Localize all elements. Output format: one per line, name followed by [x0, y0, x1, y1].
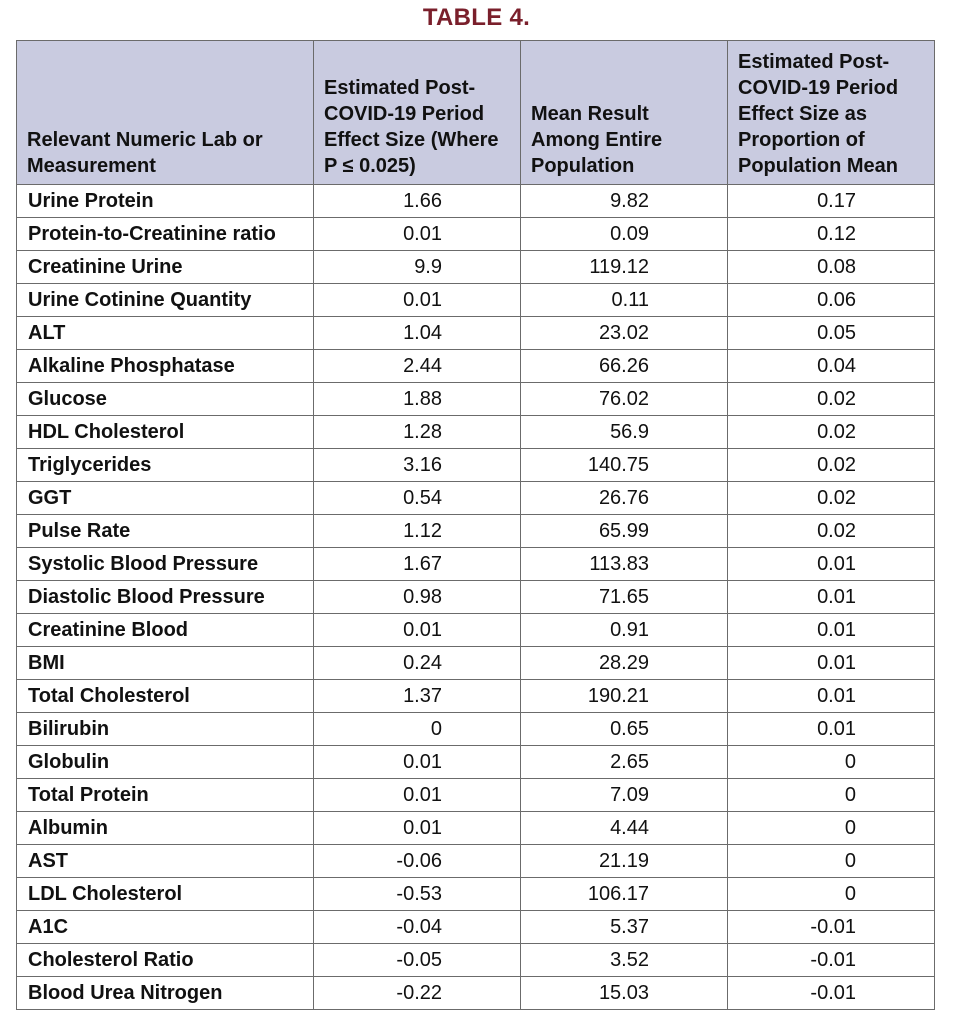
cell-effect-size: 0.01: [314, 746, 521, 779]
cell-mean-result: 66.26: [521, 350, 728, 383]
cell-effect-size: 0.01: [314, 218, 521, 251]
cell-proportion: 0.01: [728, 548, 935, 581]
cell-proportion: 0.04: [728, 350, 935, 383]
table-row: [17, 977, 935, 1010]
table-row: [17, 713, 935, 746]
table-row: [17, 647, 935, 680]
cell-proportion: 0: [728, 878, 935, 911]
cell-effect-size: 0.98: [314, 581, 521, 614]
cell-measurement: BMI: [17, 647, 314, 680]
cell-proportion: 0.01: [728, 713, 935, 746]
cell-effect-size: 0: [314, 713, 521, 746]
column-header-mean-result: Mean Result Among Entire Population: [521, 41, 728, 185]
cell-measurement: GGT: [17, 482, 314, 515]
cell-measurement: Blood Urea Nitrogen: [17, 977, 314, 1010]
cell-proportion: -0.01: [728, 944, 935, 977]
cell-effect-size: 1.66: [314, 185, 521, 218]
cell-proportion: 0.12: [728, 218, 935, 251]
cell-proportion: 0.02: [728, 383, 935, 416]
cell-mean-result: 71.65: [521, 581, 728, 614]
cell-measurement: Protein-to-Creatinine ratio: [17, 218, 314, 251]
cell-measurement: Urine Cotinine Quantity: [17, 284, 314, 317]
cell-proportion: -0.01: [728, 911, 935, 944]
cell-mean-result: 190.21: [521, 680, 728, 713]
cell-effect-size: 0.24: [314, 647, 521, 680]
cell-effect-size: 1.67: [314, 548, 521, 581]
cell-effect-size: 1.12: [314, 515, 521, 548]
cell-proportion: 0.01: [728, 614, 935, 647]
cell-measurement: Diastolic Blood Pressure: [17, 581, 314, 614]
cell-effect-size: -0.05: [314, 944, 521, 977]
table-row: [17, 317, 935, 350]
table-row: [17, 746, 935, 779]
cell-effect-size: 0.01: [314, 812, 521, 845]
cell-effect-size: 3.16: [314, 449, 521, 482]
cell-proportion: 0.05: [728, 317, 935, 350]
table-row: [17, 944, 935, 977]
cell-measurement: Alkaline Phosphatase: [17, 350, 314, 383]
cell-measurement: LDL Cholesterol: [17, 878, 314, 911]
cell-measurement: Total Cholesterol: [17, 680, 314, 713]
cell-proportion: 0.01: [728, 647, 935, 680]
cell-measurement: A1C: [17, 911, 314, 944]
cell-measurement: Triglycerides: [17, 449, 314, 482]
cell-mean-result: 5.37: [521, 911, 728, 944]
cell-mean-result: 0.91: [521, 614, 728, 647]
column-header-measurement: Relevant Numeric Lab or Measurement: [17, 41, 314, 185]
cell-proportion: 0.02: [728, 515, 935, 548]
cell-mean-result: 0.65: [521, 713, 728, 746]
cell-effect-size: 0.01: [314, 614, 521, 647]
cell-measurement: ALT: [17, 317, 314, 350]
cell-mean-result: 0.09: [521, 218, 728, 251]
cell-proportion: -0.01: [728, 977, 935, 1010]
cell-proportion: 0.08: [728, 251, 935, 284]
cell-mean-result: 140.75: [521, 449, 728, 482]
cell-mean-result: 4.44: [521, 812, 728, 845]
cell-measurement: Bilirubin: [17, 713, 314, 746]
cell-mean-result: 106.17: [521, 878, 728, 911]
cell-effect-size: -0.04: [314, 911, 521, 944]
data-table: [16, 40, 935, 1010]
cell-effect-size: 1.37: [314, 680, 521, 713]
table-row: [17, 845, 935, 878]
cell-measurement: Cholesterol Ratio: [17, 944, 314, 977]
cell-proportion: 0.02: [728, 416, 935, 449]
cell-proportion: 0.06: [728, 284, 935, 317]
cell-measurement: Glucose: [17, 383, 314, 416]
cell-measurement: Total Protein: [17, 779, 314, 812]
table-title: TABLE 4.: [422, 4, 531, 31]
table-body: [17, 185, 935, 1010]
cell-measurement: Urine Protein: [17, 185, 314, 218]
cell-effect-size: 0.54: [314, 482, 521, 515]
table-row: [17, 614, 935, 647]
column-header-proportion: Estimated Post-COVID-19 Period Effect Size as Proportion of Population Mean: [728, 41, 935, 185]
cell-effect-size: 0.01: [314, 284, 521, 317]
cell-effect-size: 9.9: [314, 251, 521, 284]
cell-effect-size: 2.44: [314, 350, 521, 383]
table-row: [17, 251, 935, 284]
cell-mean-result: 26.76: [521, 482, 728, 515]
cell-effect-size: -0.22: [314, 977, 521, 1010]
cell-mean-result: 65.99: [521, 515, 728, 548]
header-row: [17, 41, 935, 185]
table-row: [17, 218, 935, 251]
cell-effect-size: 1.88: [314, 383, 521, 416]
cell-proportion: 0: [728, 845, 935, 878]
table-row: [17, 911, 935, 944]
table-row: [17, 185, 935, 218]
table-row: [17, 548, 935, 581]
cell-effect-size: 0.01: [314, 779, 521, 812]
table-row: [17, 680, 935, 713]
cell-measurement: Globulin: [17, 746, 314, 779]
cell-measurement: Creatinine Blood: [17, 614, 314, 647]
table-row: [17, 449, 935, 482]
cell-measurement: Albumin: [17, 812, 314, 845]
cell-proportion: 0: [728, 779, 935, 812]
cell-mean-result: 76.02: [521, 383, 728, 416]
table-row: [17, 779, 935, 812]
cell-mean-result: 21.19: [521, 845, 728, 878]
cell-measurement: AST: [17, 845, 314, 878]
table-row: [17, 482, 935, 515]
table-row: [17, 383, 935, 416]
table-row: [17, 350, 935, 383]
cell-mean-result: 56.9: [521, 416, 728, 449]
cell-measurement: Systolic Blood Pressure: [17, 548, 314, 581]
cell-mean-result: 3.52: [521, 944, 728, 977]
cell-mean-result: 0.11: [521, 284, 728, 317]
table-row: [17, 515, 935, 548]
cell-mean-result: 2.65: [521, 746, 728, 779]
column-header-effect-size: Estimated Post-COVID-19 Period Effect Size (Where P ≤ 0.025): [314, 41, 521, 185]
cell-proportion: 0.02: [728, 449, 935, 482]
table-row: [17, 878, 935, 911]
cell-proportion: 0.01: [728, 581, 935, 614]
cell-mean-result: 113.83: [521, 548, 728, 581]
cell-effect-size: -0.53: [314, 878, 521, 911]
cell-measurement: Pulse Rate: [17, 515, 314, 548]
cell-effect-size: -0.06: [314, 845, 521, 878]
table-row: [17, 581, 935, 614]
table-row: [17, 284, 935, 317]
table-row: [17, 812, 935, 845]
cell-measurement: HDL Cholesterol: [17, 416, 314, 449]
cell-effect-size: 1.04: [314, 317, 521, 350]
cell-proportion: 0.02: [728, 482, 935, 515]
cell-proportion: 0: [728, 746, 935, 779]
cell-mean-result: 15.03: [521, 977, 728, 1010]
cell-proportion: 0: [728, 812, 935, 845]
cell-mean-result: 23.02: [521, 317, 728, 350]
cell-measurement: Creatinine Urine: [17, 251, 314, 284]
cell-proportion: 0.17: [728, 185, 935, 218]
cell-mean-result: 28.29: [521, 647, 728, 680]
cell-mean-result: 119.12: [521, 251, 728, 284]
cell-effect-size: 1.28: [314, 416, 521, 449]
cell-mean-result: 9.82: [521, 185, 728, 218]
table-row: [17, 416, 935, 449]
cell-mean-result: 7.09: [521, 779, 728, 812]
cell-proportion: 0.01: [728, 680, 935, 713]
